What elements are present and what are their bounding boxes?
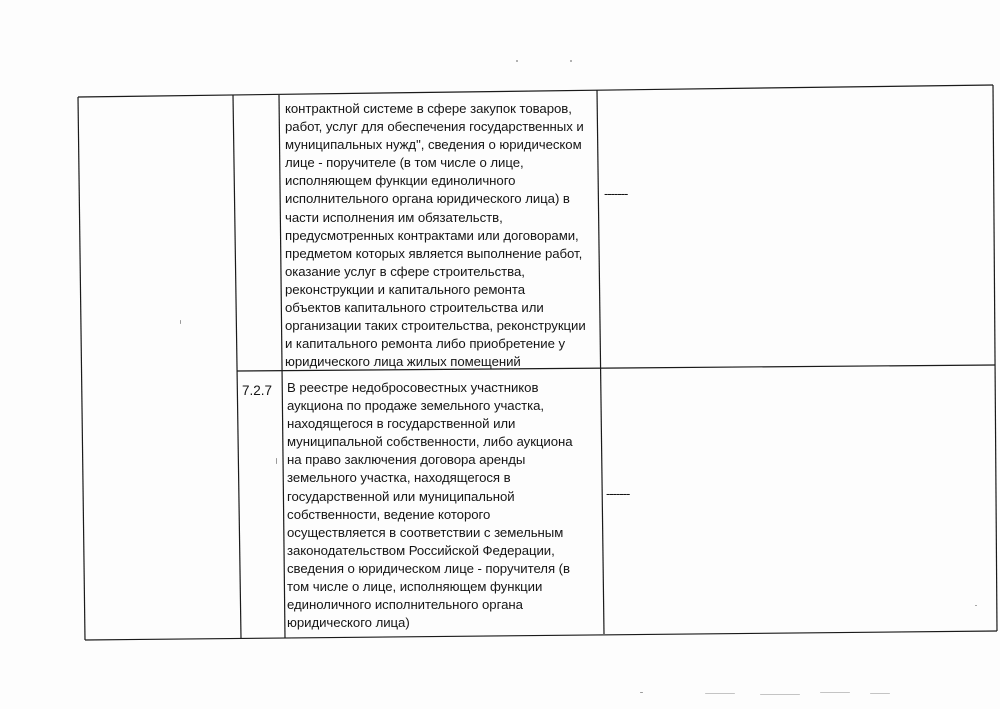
scan-speck [516, 60, 518, 62]
scan-speck [975, 605, 977, 606]
scan-speck [760, 694, 800, 695]
row-2-value: ------- [606, 486, 630, 501]
scan-speck [180, 320, 181, 324]
scan-speck [570, 60, 572, 62]
row-1-value: ------- [604, 186, 628, 201]
row-2-number: 7.2.7 [242, 383, 273, 398]
row-1-description: контрактной системе в сфере закупок товаров, работ, услуг для обеспечения государственных и муниципальных нужд", сведения о юридическом лице - поручителе (в том числе о лице, исполняющем функции единоличного исполнительного органа юридического лица) в части исполнения им обязательств, предусмотренных контрактами или договорами, предметом которых является выполнение работ, оказание услуг в сфере строительства, реконструкции и капитального ремонта объектов капитального строительства или организации таких строительства, реконструкции и капитального ремонта либо приобретение у юридического лица жилых помещений [285, 101, 586, 370]
scan-speck [820, 692, 850, 693]
scan-speck [276, 458, 277, 464]
scan-speck [870, 693, 890, 694]
scan-speck [640, 692, 643, 693]
row-2-description: В реестре недобросовестных участников аукциона по продаже земельного участка, находящегося в государственной или муниципальной собственности, либо аукциона на право заключения договора аренды земельного участка, находящегося в государственной или муниципальной собственности, ведение которого осуществляется в соответствии с земельным законодательством Российской Федерации, сведения о юридическом лице - поручителя (в том числе о лице, исполняющем функции единоличного исполнительного органа юридического лица) [287, 380, 573, 631]
scan-speck [705, 693, 735, 694]
